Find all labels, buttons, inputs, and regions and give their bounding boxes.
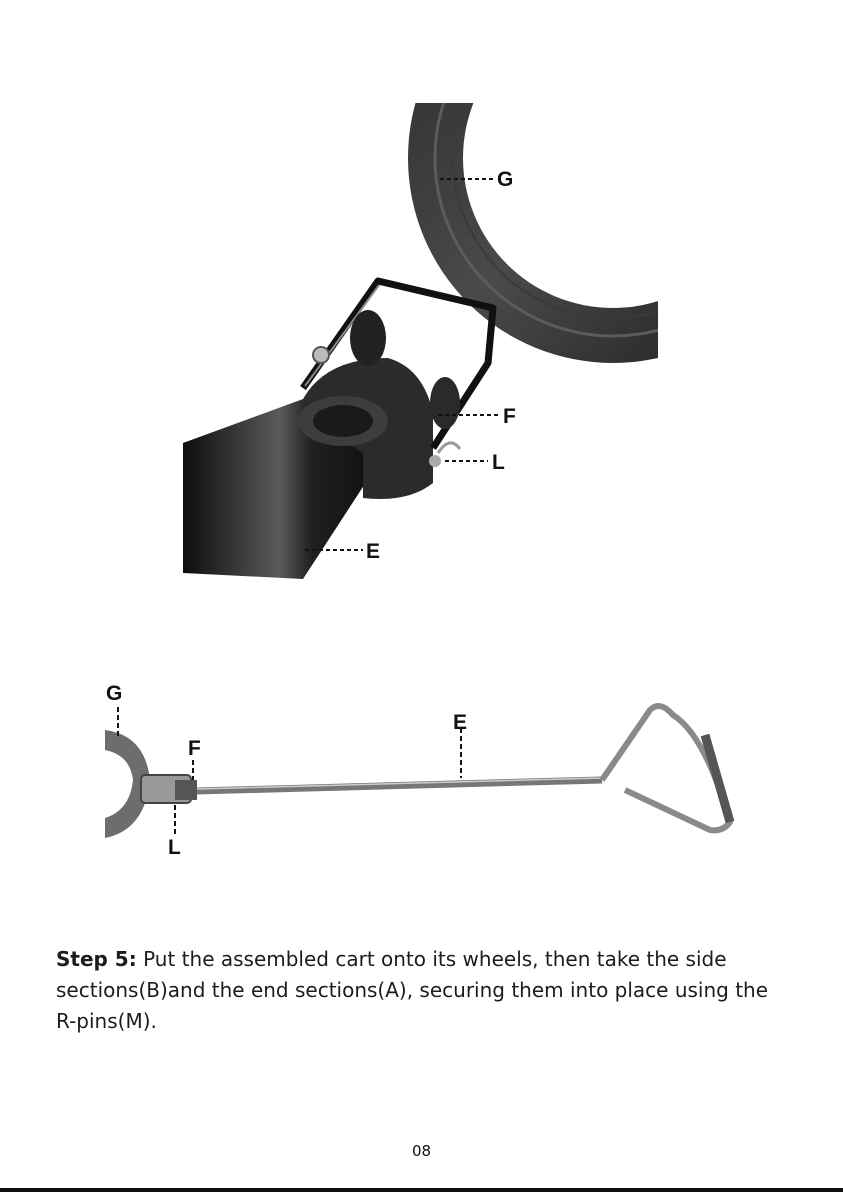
step-body: Put the assembled cart onto its wheels, then take the side sections(B)and the end sections(A), securing them into place using the R-pins(M).	[56, 947, 769, 1033]
full-handle-photo	[105, 680, 745, 865]
callout-e-fig2: E	[453, 711, 468, 734]
closeup-photo-handle-bracket	[183, 103, 658, 579]
step-label: Step 5:	[56, 947, 137, 971]
callout-f-fig1: F	[503, 405, 516, 428]
callout-l-fig2: L	[168, 836, 181, 859]
full-handle-illustration	[105, 680, 745, 865]
step-instruction	[56, 944, 776, 1037]
callout-g-fig1: G	[497, 168, 514, 191]
callout-e-fig1: E	[366, 540, 381, 563]
bottom-rule	[0, 1188, 843, 1192]
closeup-photo-illustration	[183, 103, 658, 579]
callout-f-fig2: F	[188, 737, 201, 760]
page-number: 08	[411, 1142, 432, 1160]
callout-l-fig1: L	[492, 451, 505, 474]
callout-g-fig2: G	[106, 682, 123, 705]
